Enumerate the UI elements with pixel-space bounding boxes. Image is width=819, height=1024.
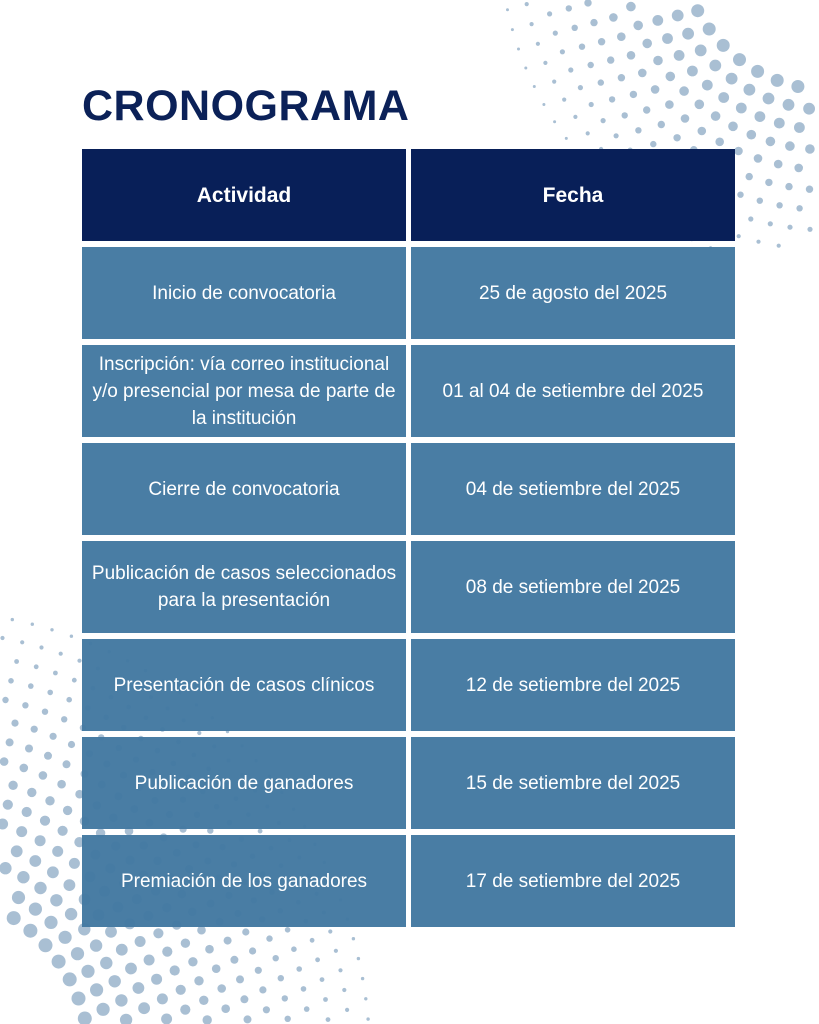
decorative-dot (259, 986, 266, 993)
activity-cell: Publicación de ganadores (82, 737, 406, 829)
decorative-dot (25, 745, 33, 753)
decorative-dot (151, 974, 162, 985)
decorative-dot (217, 984, 226, 993)
decorative-dot (176, 985, 186, 995)
decorative-dot (304, 1006, 310, 1012)
decorative-dot (28, 683, 34, 689)
decorative-dot (68, 741, 75, 748)
decorative-dot (39, 938, 53, 952)
decorative-dot (50, 894, 62, 906)
decorative-dot (66, 697, 72, 703)
decorative-dot (695, 45, 707, 57)
decorative-dot (278, 975, 284, 981)
decorative-dot (42, 709, 48, 715)
decorative-dot (517, 48, 520, 51)
decorative-dot (64, 879, 76, 891)
decorative-dot (626, 2, 636, 12)
decorative-dot (751, 65, 764, 78)
date-cell: 12 de setiembre del 2025 (411, 639, 735, 731)
decorative-dot (572, 25, 578, 31)
decorative-dot (666, 72, 676, 82)
decorative-dot (34, 882, 46, 894)
decorative-dot (133, 982, 145, 994)
decorative-dot (29, 855, 41, 867)
decorative-dot (543, 61, 547, 65)
decorative-dot (255, 967, 262, 974)
decorative-dot (687, 66, 698, 77)
decorative-dot (691, 4, 704, 17)
decorative-dot (109, 975, 121, 987)
decorative-dot (698, 127, 707, 136)
decorative-dot (573, 115, 577, 119)
decorative-dot (638, 69, 647, 78)
decorative-dot (717, 39, 730, 52)
decorative-dot (364, 997, 367, 1000)
decorative-dot (244, 1015, 252, 1023)
decorative-dot (8, 781, 17, 790)
decorative-dot (614, 133, 619, 138)
decorative-dot (584, 0, 591, 7)
decorative-dot (199, 996, 208, 1005)
decorative-dot (754, 154, 763, 163)
decorative-dot (524, 67, 527, 70)
decorative-dot (50, 628, 53, 631)
decorative-dot (726, 73, 738, 85)
decorative-dot (34, 664, 39, 669)
decorative-dot (630, 91, 637, 98)
decorative-dot (188, 957, 197, 966)
page-title: CRONOGRAMA (82, 82, 410, 130)
decorative-dot (59, 652, 63, 656)
decorative-dot (2, 697, 8, 703)
decorative-dot (579, 44, 585, 50)
decorative-dot (203, 1015, 212, 1024)
decorative-dot (588, 62, 594, 68)
decorative-dot (273, 955, 279, 961)
decorative-dot (334, 949, 338, 953)
decorative-dot (756, 240, 760, 244)
decorative-dot (6, 738, 14, 746)
decorative-dot (651, 85, 660, 94)
decorative-dot (170, 965, 180, 975)
decorative-dot (14, 659, 19, 664)
decorative-dot (578, 85, 583, 90)
decorative-dot (162, 947, 172, 957)
decorative-dot (157, 993, 168, 1004)
decorative-dot (562, 98, 566, 102)
decorative-dot (755, 111, 766, 122)
decorative-dot (765, 179, 772, 186)
decorative-dot (565, 137, 568, 140)
decorative-dot (748, 216, 753, 221)
decorative-dot (249, 947, 256, 954)
decorative-dot (609, 13, 618, 22)
decorative-dot (44, 916, 57, 929)
decorative-dot (785, 183, 792, 190)
activity-cell: Premiación de los ganadores (82, 835, 406, 927)
decorative-dot (11, 720, 18, 727)
table-row (82, 541, 735, 633)
decorative-dot (315, 957, 320, 962)
decorative-dot (125, 963, 137, 975)
decorative-dot (3, 800, 13, 810)
decorative-dot (58, 826, 68, 836)
decorative-dot (794, 122, 805, 133)
decorative-dot (715, 138, 724, 147)
decorative-dot (44, 752, 52, 760)
decorative-dot (90, 939, 102, 951)
decorative-dot (224, 937, 232, 945)
decorative-dot (47, 690, 53, 696)
decorative-dot (236, 975, 244, 983)
decorative-dot (805, 144, 815, 154)
decorative-dot (609, 96, 615, 102)
decorative-dot (77, 659, 81, 663)
decorative-dot (736, 103, 747, 114)
decorative-dot (627, 51, 636, 60)
decorative-dot (658, 121, 665, 128)
decorative-dot (777, 244, 781, 248)
decorative-dot (282, 995, 288, 1001)
decorative-dot (601, 118, 606, 123)
decorative-dot (635, 127, 641, 133)
decorative-dot (310, 938, 315, 943)
decorative-dot (633, 21, 643, 31)
decorative-dot (29, 903, 42, 916)
decorative-dot (0, 757, 8, 766)
decorative-dot (69, 858, 80, 869)
decorative-dot (744, 84, 756, 96)
decorative-dot (737, 234, 741, 238)
decorative-dot (366, 1017, 369, 1020)
table-row (82, 835, 735, 927)
decorative-dot (338, 968, 342, 972)
decorative-dot (194, 976, 203, 985)
decorative-dot (0, 636, 4, 640)
decorative-dot (35, 835, 46, 846)
decorative-dot (116, 944, 128, 956)
decorative-dot (63, 806, 72, 815)
decorative-dot (794, 164, 803, 173)
decorative-dot (61, 716, 67, 722)
decorative-dot (746, 173, 753, 180)
decorative-dot (221, 1004, 230, 1013)
decorative-dot (138, 1002, 150, 1014)
decorative-dot (787, 225, 792, 230)
decorative-dot (590, 19, 597, 26)
activity-cell: Inicio de convocatoria (82, 247, 406, 339)
decorative-dot (52, 955, 66, 969)
decorative-dot (618, 74, 625, 81)
decorative-dot (766, 137, 776, 147)
decorative-dot (607, 56, 614, 63)
decorative-dot (230, 956, 238, 964)
date-cell: 01 al 04 de setiembre del 2025 (411, 345, 735, 437)
decorative-dot (617, 32, 626, 41)
decorative-dot (70, 635, 73, 638)
decorative-dot (326, 1017, 331, 1022)
decorative-dot (785, 141, 795, 151)
decorative-dot (39, 771, 48, 780)
decorative-dot (31, 623, 34, 626)
date-cell: 04 de setiembre del 2025 (411, 443, 735, 535)
decorative-dot (240, 995, 248, 1003)
decorative-dot (301, 986, 307, 992)
decorative-dot (768, 221, 773, 226)
decorative-dot (20, 640, 24, 644)
decorative-dot (674, 50, 685, 61)
decorative-dot (733, 53, 746, 66)
decorative-dot (553, 30, 558, 35)
decorative-dot (0, 862, 12, 874)
decorative-dot (652, 15, 663, 26)
decorative-dot (181, 939, 190, 948)
decorative-dot (320, 977, 325, 982)
decorative-dot (776, 202, 782, 208)
decorative-dot (63, 972, 77, 986)
activity-cell: Presentación de casos clínicos (82, 639, 406, 731)
decorative-dot (547, 11, 552, 16)
decorative-dot (695, 100, 705, 110)
decorative-dot (97, 1003, 110, 1016)
decorative-dot (22, 702, 28, 708)
date-cell: 15 de setiembre del 2025 (411, 737, 735, 829)
decorative-dot (135, 936, 146, 947)
decorative-dot (679, 86, 689, 96)
decorative-dot (589, 102, 594, 107)
decorative-dot (803, 103, 815, 115)
decorative-dot (653, 56, 663, 66)
decorative-dot (100, 957, 112, 969)
decorative-dot (39, 645, 43, 649)
table-row (82, 443, 735, 535)
decorative-dot (709, 60, 721, 72)
decorative-dot (552, 80, 556, 84)
decorative-dot (774, 160, 783, 169)
decorative-dot (642, 39, 652, 49)
decorative-dot (357, 957, 360, 960)
decorative-dot (783, 99, 795, 111)
decorative-dot (296, 966, 302, 972)
decorative-dot (796, 205, 802, 211)
decorative-dot (757, 198, 763, 204)
decorative-dot (63, 760, 71, 768)
decorative-dot (47, 866, 59, 878)
decorative-dot (205, 945, 214, 954)
decorative-dot (560, 49, 565, 54)
header-activity: Actividad (82, 149, 406, 241)
decorative-dot (791, 80, 804, 93)
decorative-dot (50, 733, 57, 740)
decorative-dot (598, 79, 604, 85)
decorative-dot (53, 671, 58, 676)
decorative-dot (291, 946, 297, 952)
activity-cell: Publicación de casos seleccionados para la presentación (82, 541, 406, 633)
decorative-dot (568, 67, 573, 72)
decorative-dot (59, 931, 72, 944)
schedule-table (82, 149, 735, 933)
decorative-dot (180, 1005, 190, 1015)
decorative-dot (345, 1008, 349, 1012)
decorative-dot (665, 100, 674, 109)
decorative-dot (90, 983, 103, 996)
decorative-dot (17, 871, 29, 883)
date-cell: 17 de setiembre del 2025 (411, 835, 735, 927)
decorative-dot (263, 1006, 270, 1013)
decorative-dot (711, 111, 721, 121)
decorative-dot (682, 28, 694, 40)
table-row (82, 639, 735, 731)
decorative-dot (342, 988, 346, 992)
decorative-dot (11, 845, 23, 857)
decorative-dot (65, 908, 77, 920)
decorative-dot (352, 937, 355, 940)
decorative-dot (650, 141, 656, 147)
decorative-dot (323, 997, 328, 1002)
decorative-dot (681, 114, 690, 123)
decorative-dot (598, 38, 605, 45)
decorative-dot (0, 819, 8, 830)
decorative-dot (622, 112, 628, 118)
decorative-dot (702, 80, 713, 91)
decorative-dot (737, 192, 743, 198)
decorative-dot (763, 93, 775, 105)
decorative-dot (511, 28, 514, 31)
decorative-dot (7, 911, 21, 925)
date-cell: 08 de setiembre del 2025 (411, 541, 735, 633)
table-header-row (82, 149, 735, 241)
decorative-dot (161, 1014, 172, 1024)
decorative-dot (542, 103, 545, 106)
decorative-dot (20, 764, 29, 773)
decorative-dot (566, 5, 572, 11)
decorative-dot (673, 134, 680, 141)
decorative-dot (807, 227, 812, 232)
decorative-dot (57, 780, 66, 789)
decorative-dot (703, 23, 716, 36)
decorative-dot (16, 826, 27, 837)
decorative-dot (806, 186, 813, 193)
table-row (82, 247, 735, 339)
decorative-dot (672, 10, 684, 22)
decorative-dot (120, 1014, 132, 1024)
decorative-dot (81, 965, 94, 978)
decorative-dot (45, 796, 54, 805)
decorative-dot (52, 846, 63, 857)
decorative-dot (266, 935, 272, 941)
decorative-dot (115, 994, 127, 1006)
decorative-dot (586, 131, 590, 135)
decorative-dot (774, 118, 785, 129)
decorative-dot (212, 964, 221, 973)
date-cell: 25 de agosto del 2025 (411, 247, 735, 339)
decorative-dot (23, 924, 37, 938)
header-date: Fecha (411, 149, 735, 241)
decorative-dot (27, 788, 36, 797)
decorative-dot (662, 33, 673, 44)
decorative-dot (506, 8, 509, 11)
decorative-dot (12, 891, 25, 904)
decorative-dot (72, 992, 86, 1006)
decorative-dot (536, 42, 540, 46)
decorative-dot (734, 147, 743, 156)
decorative-dot (718, 92, 729, 103)
table-row (82, 737, 735, 829)
decorative-dot (72, 678, 77, 683)
decorative-dot (144, 955, 155, 966)
decorative-dot (728, 122, 738, 132)
table-row (82, 345, 735, 437)
activity-cell: Inscripción: vía correo institucional y/o presencial por mesa de parte de la institución (82, 345, 406, 437)
decorative-dot (771, 74, 784, 87)
decorative-dot (78, 1012, 92, 1024)
decorative-dot (530, 22, 534, 26)
activity-cell: Cierre de convocatoria (82, 443, 406, 535)
decorative-dot (553, 120, 556, 123)
decorative-dot (8, 678, 14, 684)
decorative-dot (747, 130, 757, 140)
decorative-dot (31, 726, 38, 733)
decorative-dot (643, 106, 650, 113)
decorative-dot (361, 977, 364, 980)
decorative-dot (22, 807, 32, 817)
decorative-dot (285, 1016, 291, 1022)
decorative-dot (11, 618, 14, 621)
decorative-dot (40, 816, 50, 826)
decorative-dot (71, 947, 84, 960)
decorative-dot (533, 85, 536, 88)
decorative-dot (525, 2, 529, 6)
